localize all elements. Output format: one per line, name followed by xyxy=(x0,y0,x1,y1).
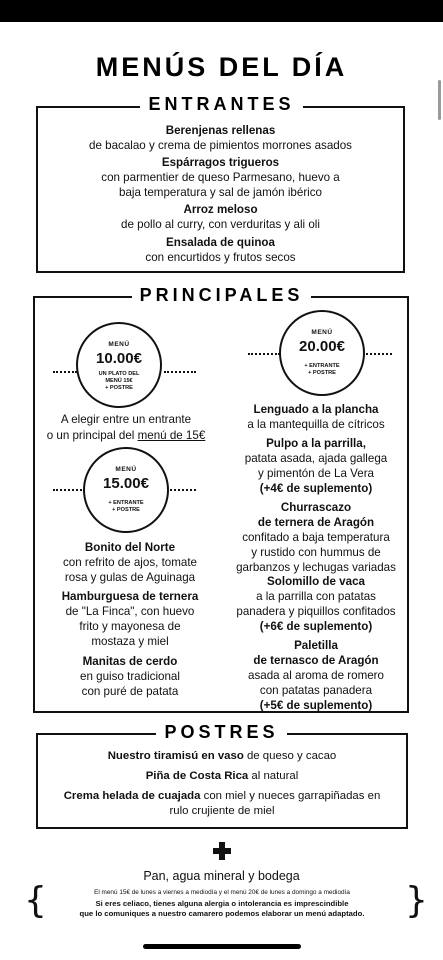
dish-desc: mostaza y miel xyxy=(91,635,169,648)
entrantes-title-wrap xyxy=(0,94,443,115)
footer-allergy-note xyxy=(38,899,406,919)
allergy-line: que lo comuniques a nuestro camarero podemos elaborar un menú adaptado. xyxy=(79,909,365,918)
dish-desc: asada al aroma de romero xyxy=(248,669,384,682)
dish-desc: frito y mayonesa de xyxy=(79,620,181,633)
page-title: MENÚS DEL DÍA xyxy=(95,52,348,82)
dish-desc: patata asada, ajada gallega xyxy=(244,452,388,465)
home-indicator[interactable] xyxy=(143,944,301,949)
dish-supplement: (+6€ de suplemento) xyxy=(259,620,373,633)
menu-condition: + ENTRANTE xyxy=(108,500,144,506)
footer-main: Pan, agua mineral y bodega xyxy=(143,869,300,883)
brace-right-icon: } xyxy=(405,880,428,921)
menu-conditions xyxy=(84,371,154,392)
dish-desc: garbanzos y lechugas variadas xyxy=(236,561,396,574)
dish-name: Bonito del Norte xyxy=(84,541,176,554)
dish-name: de ternera de Aragón xyxy=(257,516,375,529)
postre-desc: rulo crujiente de miel xyxy=(169,805,275,817)
menu-label: MENÚ xyxy=(115,466,137,473)
menu-condition: + ENTRANTE xyxy=(304,363,340,369)
dish-name: Paletilla xyxy=(294,639,338,652)
menu-condition: + POSTRE xyxy=(112,507,140,513)
postre-tiramisu xyxy=(40,749,404,764)
dish-churrascazo xyxy=(226,500,406,575)
dish-solomillo xyxy=(226,574,406,634)
dish-bonito xyxy=(36,540,224,585)
menu-condition: UN PLATO DEL xyxy=(98,371,140,377)
postre-name: Nuestro tiramisú en vaso xyxy=(107,750,244,762)
plus-icon xyxy=(213,842,231,860)
principales-title-wrap xyxy=(0,285,443,306)
dish-desc: baja temperatura y sal de jamón ibérico xyxy=(119,186,322,199)
dish-name: Hamburguesa de ternera xyxy=(61,590,199,603)
menu-conditions xyxy=(287,363,357,377)
postres-title: POSTRES xyxy=(156,722,286,742)
postre-name: Crema helada de cuajada xyxy=(63,790,201,802)
dish-desc: y pimentón de La Vera xyxy=(257,467,375,480)
dish-name: Berenjenas rellenas xyxy=(165,124,276,137)
brace-left-icon: { xyxy=(24,880,47,921)
dish-esparragos xyxy=(40,155,401,200)
dish-desc: panadera y piquillos confitados xyxy=(236,605,396,618)
dish-name: Manitas de cerdo xyxy=(82,655,178,668)
menu-condition: + POSTRE xyxy=(308,370,336,376)
menu-condition: + POSTRE xyxy=(105,385,133,391)
postre-desc: con miel y nueces garrapiñadas en xyxy=(200,790,381,802)
dish-supplement: (+4€ de suplemento) xyxy=(259,482,373,495)
dish-desc: con refrito de ajos, tomate xyxy=(62,556,198,569)
dish-desc: en guiso tradicional xyxy=(80,670,180,683)
note-line xyxy=(36,428,216,444)
postre-crema xyxy=(40,789,404,819)
postre-desc: al natural xyxy=(248,770,299,782)
status-bar xyxy=(0,0,443,22)
dish-desc: y rustido con hummus de xyxy=(251,546,381,559)
dish-name: Churrascazo xyxy=(280,501,352,514)
menu-15-badge xyxy=(83,447,169,533)
menu-10-badge xyxy=(76,322,162,408)
note-text: o un principal del xyxy=(46,429,138,442)
menu-price: 20.00€ xyxy=(299,338,345,355)
dish-paletilla xyxy=(226,638,406,713)
dish-supplement: (+5€ de suplemento) xyxy=(259,699,373,712)
dish-pulpo xyxy=(226,436,406,496)
dotted-line xyxy=(366,353,392,355)
dish-name: Solomillo de vaca xyxy=(267,575,365,588)
note-line: A elegir entre un entrante xyxy=(60,413,192,426)
dish-desc: de "La Finca", con huevo xyxy=(65,605,195,618)
dish-lenguado xyxy=(226,402,406,432)
dish-desc: rosa y gulas de Aguinaga xyxy=(64,571,196,584)
dotted-line xyxy=(53,489,85,491)
postre-line xyxy=(40,789,404,804)
menu-10-note xyxy=(36,412,216,444)
entrantes-title: ENTRANTES xyxy=(140,94,302,114)
menu-label: MENÚ xyxy=(108,341,130,348)
dish-hamburguesa xyxy=(36,589,224,649)
dish-name: Espárragos trigueros xyxy=(161,156,280,169)
footer-schedule: El menú 15€ de lunes a viernes a mediodía y el menú 20€ de lunes a domingo a mediodía xyxy=(94,889,350,896)
postre-desc: de queso y cacao xyxy=(243,750,337,762)
menu-price: 10.00€ xyxy=(96,350,142,367)
dotted-line xyxy=(170,489,196,491)
postre-name: Piña de Costa Rica xyxy=(145,770,249,782)
dish-berenjenas xyxy=(40,123,401,153)
dish-desc: a la mantequilla de cítricos xyxy=(247,418,385,431)
dotted-line xyxy=(164,371,196,373)
dish-name: Arroz meloso xyxy=(183,203,258,216)
dish-desc: con parmentier de queso Parmesano, huevo a xyxy=(101,171,340,184)
dish-manitas xyxy=(36,654,224,699)
menu-label: MENÚ xyxy=(311,329,333,336)
dish-desc: a la parrilla con patatas xyxy=(256,590,376,603)
dish-name: de ternasco de Aragón xyxy=(253,654,379,667)
dish-desc: de bacalao y crema de pimientos morrones asados xyxy=(89,139,352,152)
dish-ensalada xyxy=(40,235,401,265)
menu-price: 15.00€ xyxy=(103,475,149,492)
dish-desc: con patatas panadera xyxy=(259,684,373,697)
menu-condition: MENÚ 15€ xyxy=(105,378,133,384)
dotted-line xyxy=(53,371,77,373)
note-link: menú de 15€ xyxy=(137,429,206,442)
dish-name: Lenguado a la plancha xyxy=(253,403,379,416)
dish-name: Ensalada de quinoa xyxy=(166,236,275,249)
dish-name: Pulpo a la parrilla, xyxy=(266,437,366,450)
dish-desc: de pollo al curry, con verduritas y ali oli xyxy=(121,218,320,231)
menu-conditions xyxy=(91,500,161,514)
postre-pina xyxy=(40,769,404,784)
dish-desc: confitado a baja temperatura xyxy=(242,531,390,544)
dish-desc: con puré de patata xyxy=(81,685,179,698)
principales-title: PRINCIPALES xyxy=(132,285,312,305)
dotted-line xyxy=(248,353,280,355)
allergy-line: Si eres celiaco, tienes alguna alergia o intolerancia es imprescindible xyxy=(95,899,349,908)
dish-arroz xyxy=(40,202,401,232)
dish-desc: con encurtidos y frutos secos xyxy=(145,251,296,264)
postres-title-wrap xyxy=(0,722,443,743)
menu-20-badge xyxy=(279,310,365,396)
